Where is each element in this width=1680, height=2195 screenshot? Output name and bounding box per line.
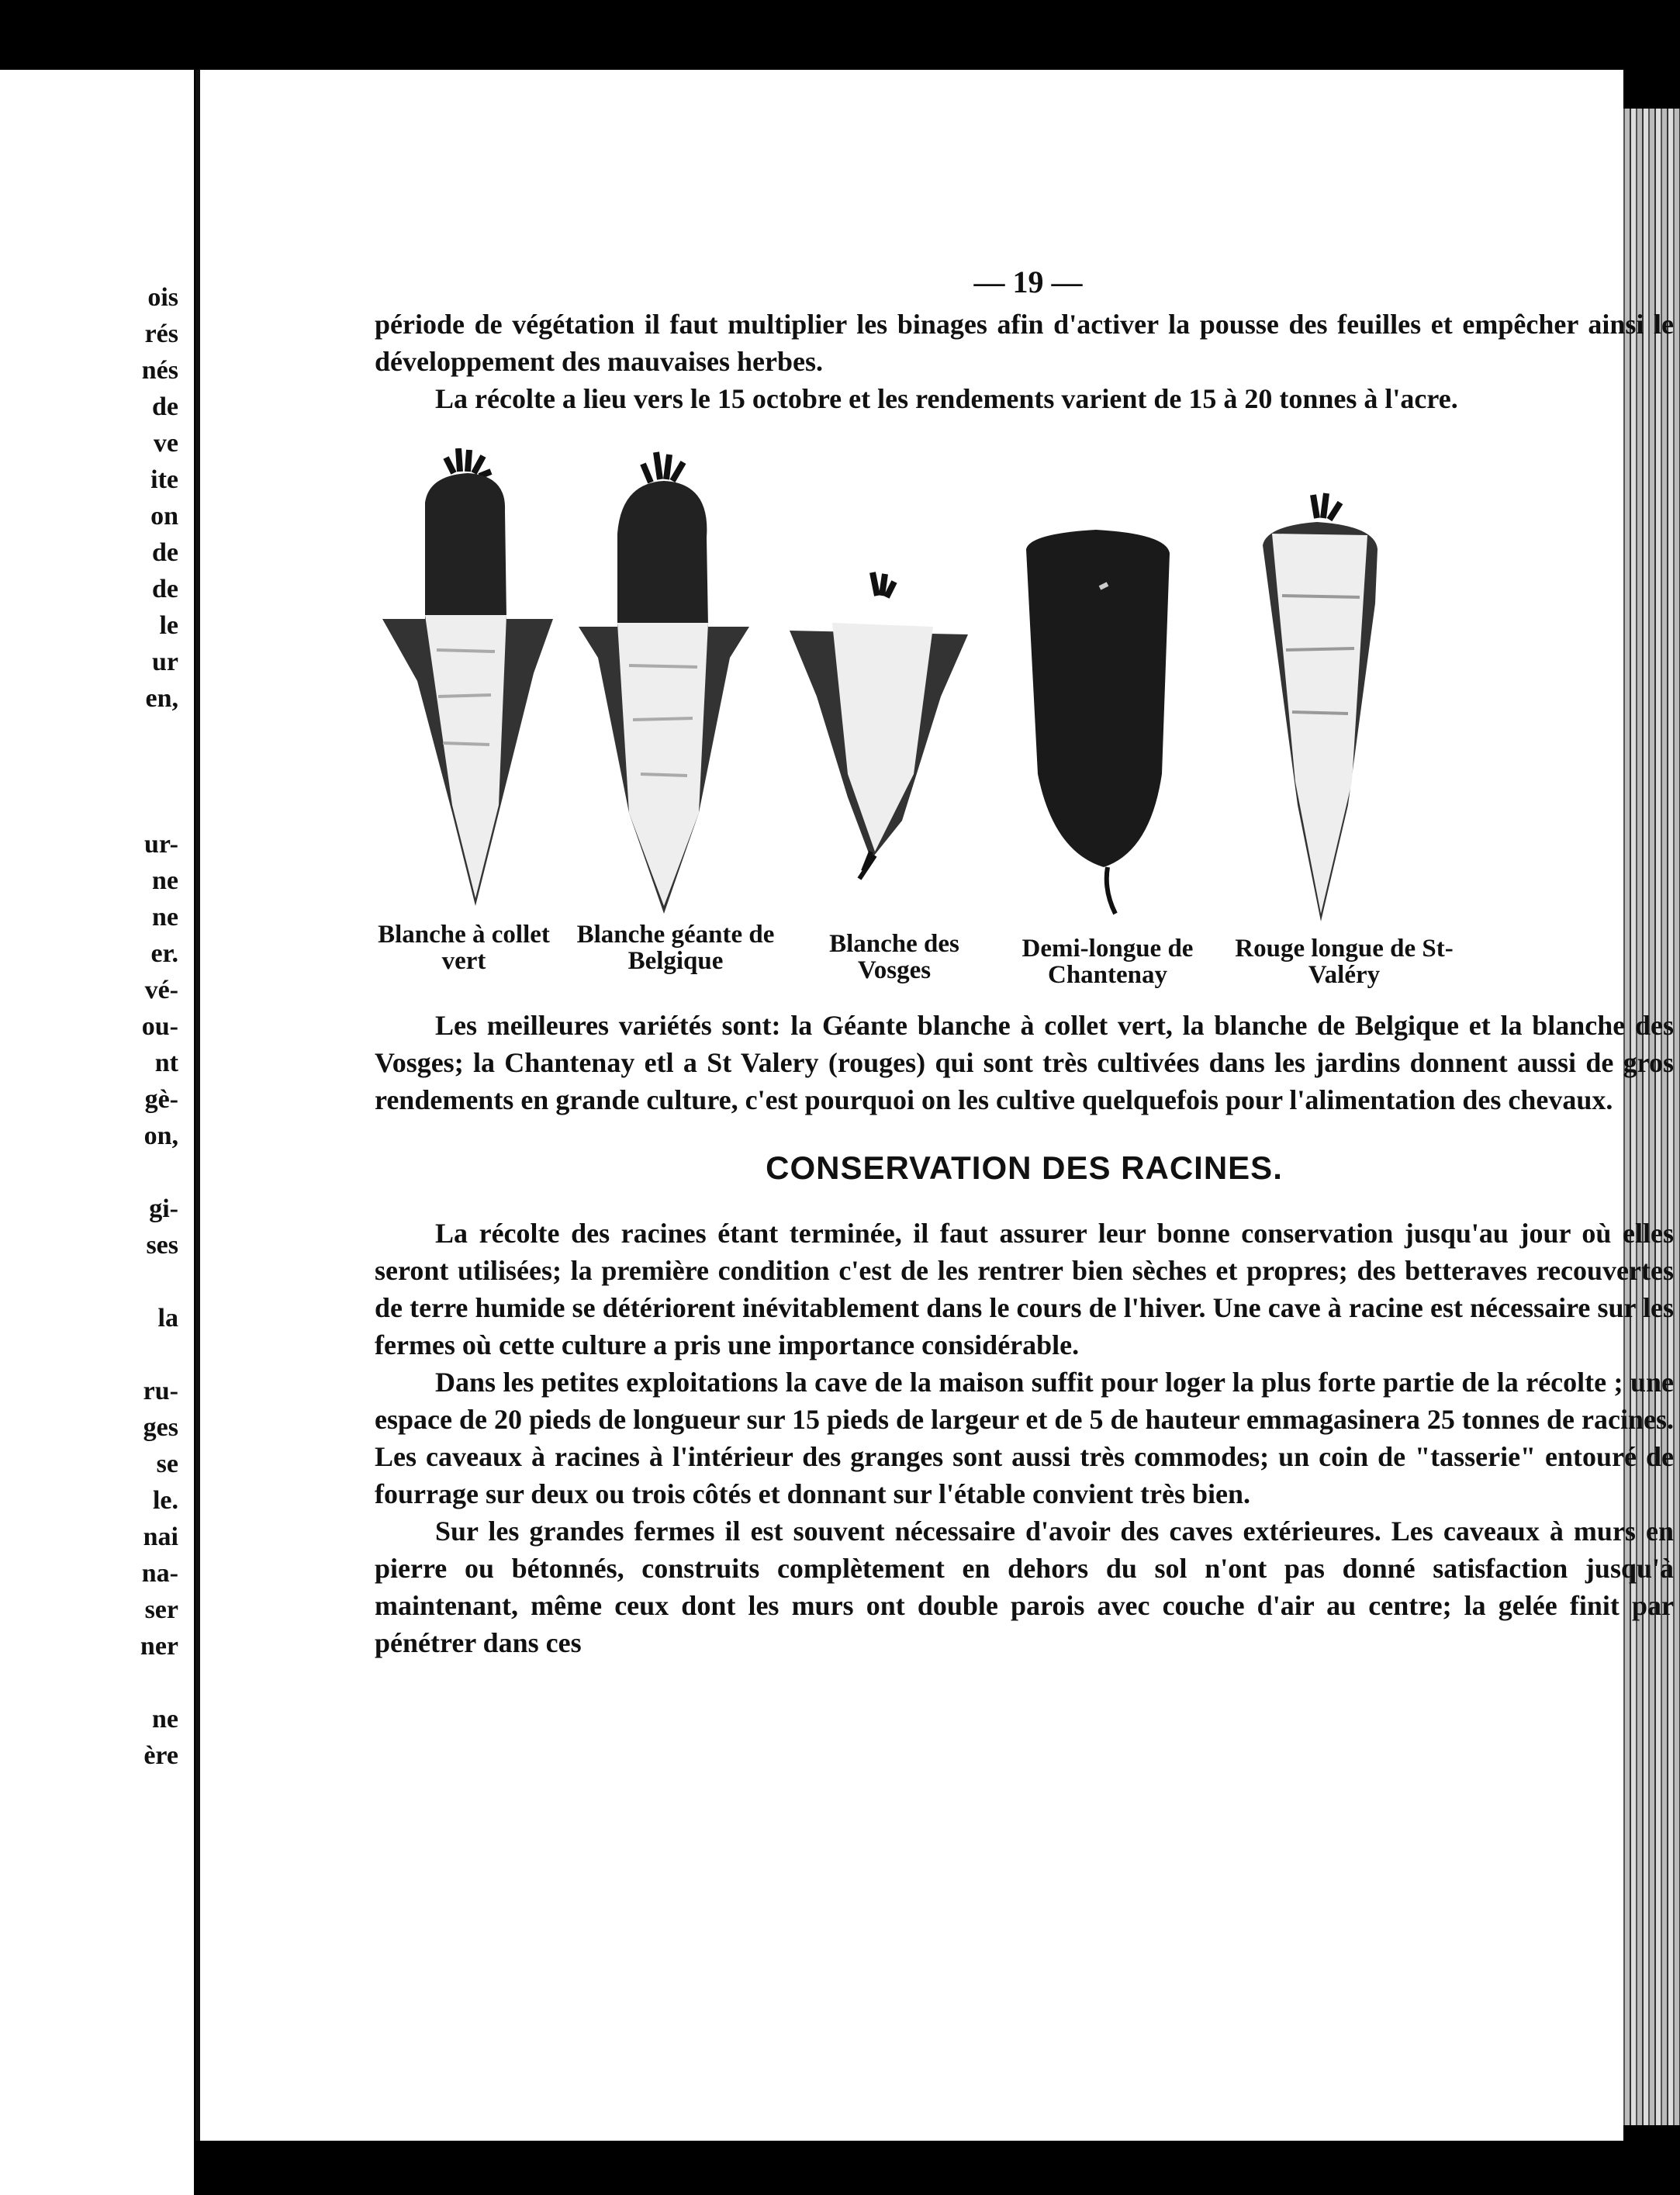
left-fragment-line: ne: [152, 1705, 178, 1734]
left-fragment-line: na-: [141, 1559, 178, 1588]
figure-caption-3: Blanche des Vosges: [829, 930, 959, 984]
left-fragment-line: ve: [153, 429, 178, 458]
book-page: [195, 70, 1674, 2141]
left-fragment-line: ne: [152, 866, 178, 895]
left-fragment-line: [140, 790, 178, 826]
left-fragment-line: ne: [152, 903, 178, 932]
section-heading: CONSERVATION DES RACINES.: [766, 1149, 1283, 1186]
left-fragment-line: de: [152, 575, 178, 603]
varieties-paragraph: Les meilleures variétés sont: la Géante blanche à collet vert, la blanche de Belgique et la blanche des Vosges; la Chantenay etl a St Valery (rouges) qui sont très cultivées dans les jardins donnent aussi de gros rendements en grande culture, c'est pourquoi on les cultive quelquefois pour l'alimentation des chevaux.: [375, 1010, 1674, 1115]
conservation-paragraph-1: La récolte des racines étant terminée, il faut assurer leur bonne conservation jusqu'au jour où elles seront utilisées; la première condition c'est de les rentrer bien sèches et propres; des betteraves recouvertes de terre humide se détériorent inévitablement dans le cours de l'hiver. Une cave à racine est nécessaire sur les fermes où cette culture a pris une importance considérable.: [375, 1218, 1674, 1360]
left-fragment-line: de: [152, 538, 178, 567]
left-fragment-line: le.: [152, 1486, 178, 1515]
left-fragment-line: [140, 753, 178, 790]
root-illustration-3: [786, 448, 972, 883]
left-fragment-line: [140, 717, 178, 753]
left-fragment-line: ois: [147, 283, 178, 312]
left-fragment-line: ner: [140, 1632, 178, 1661]
left-fragment-line: on,: [143, 1122, 178, 1150]
left-fragment-line: ges: [143, 1413, 178, 1442]
left-fragment-line: ser: [144, 1595, 178, 1624]
left-fragment-line: nai: [143, 1523, 178, 1551]
root-illustration-1: [375, 448, 561, 921]
left-fragment-line: nés: [141, 356, 178, 385]
left-fragment-line: gi-: [149, 1194, 178, 1223]
left-fragment-line: [140, 1263, 178, 1300]
left-fragment-line: se: [156, 1450, 178, 1478]
intro-paragraph-1: période de végétation il faut multiplier les binages afin d'activer la pousse des feuilles et empêcher ainsi le développement des mauvaises herbes.: [375, 309, 1674, 377]
left-fragment-line: le: [159, 611, 178, 640]
left-fragment-line: on: [150, 502, 178, 531]
intro-paragraph-2: La récolte a lieu vers le 15 octobre et les rendements varient de 15 à 20 tonnes à l'acre.: [435, 383, 1458, 414]
left-fragment-line: la: [157, 1304, 178, 1333]
left-fragment-line: en,: [145, 684, 178, 713]
figure-caption-5: Rouge longue de St-Valéry: [1235, 935, 1454, 989]
left-fragment-line: ur: [152, 648, 178, 676]
left-fragment-line: ou-: [141, 1012, 178, 1041]
beet-varieties-figure: [375, 448, 1674, 1007]
figure-caption-1: Blanche à collet vert: [378, 921, 550, 975]
left-fragment-line: nt: [154, 1049, 178, 1077]
left-fragment-line: [140, 1664, 178, 1701]
root-illustration-2: [575, 448, 753, 921]
figure-caption-2: Blanche géante de Belgique: [576, 921, 775, 975]
root-illustration-5: [1224, 448, 1410, 929]
left-page-text-fragments: [140, 279, 178, 1774]
left-fragment-line: vé-: [144, 976, 178, 1004]
page-content: [375, 264, 1674, 1661]
conservation-paragraph-2: Dans les petites exploitations la cave de la maison suffit pour loger la plus forte partie de la récolte ; une espace de 20 pieds de longueur sur 15 pieds de largeur et de 5 de hauteur emmagasinera 25 tonnes de racines. Les caveaux à racines à l'intérieur des granges sont aussi très commodes; un coin de "tasserie" entouré de fourrage sur deux ou trois côtés et donnant sur l'étable convient très bien.: [375, 1367, 1674, 1509]
left-fragment-line: ses: [146, 1231, 178, 1260]
left-fragment-line: ur-: [143, 830, 178, 859]
left-fragment-line: ère: [143, 1741, 178, 1770]
figure-caption-4: Demi-longue de Chantenay: [1021, 935, 1194, 989]
left-fragment-line: er.: [150, 939, 178, 968]
left-page-fragment: [0, 70, 194, 2195]
left-fragment-line: ite: [150, 465, 178, 494]
page-number: — 19 —: [973, 264, 1083, 299]
left-fragment-line: rés: [144, 320, 178, 348]
conservation-paragraph-3: Sur les grandes fermes il est souvent nécessaire d'avoir des caves extérieures. Les caveaux à murs en pierre ou bétonnés, construits complètement en dehors du sol n'ont pas donné satisfaction jusqu'à maintenant, même ceux dont les murs ont double parois avec couche d'air au centre; la gelée finit par pénétrer dans ces: [375, 1516, 1674, 1658]
left-fragment-line: de: [152, 392, 178, 421]
left-fragment-line: gè-: [144, 1085, 178, 1114]
root-illustration-4: [1003, 448, 1189, 921]
left-fragment-line: [140, 1154, 178, 1191]
left-fragment-line: [140, 1336, 178, 1373]
left-fragment-line: ru-: [143, 1377, 178, 1405]
